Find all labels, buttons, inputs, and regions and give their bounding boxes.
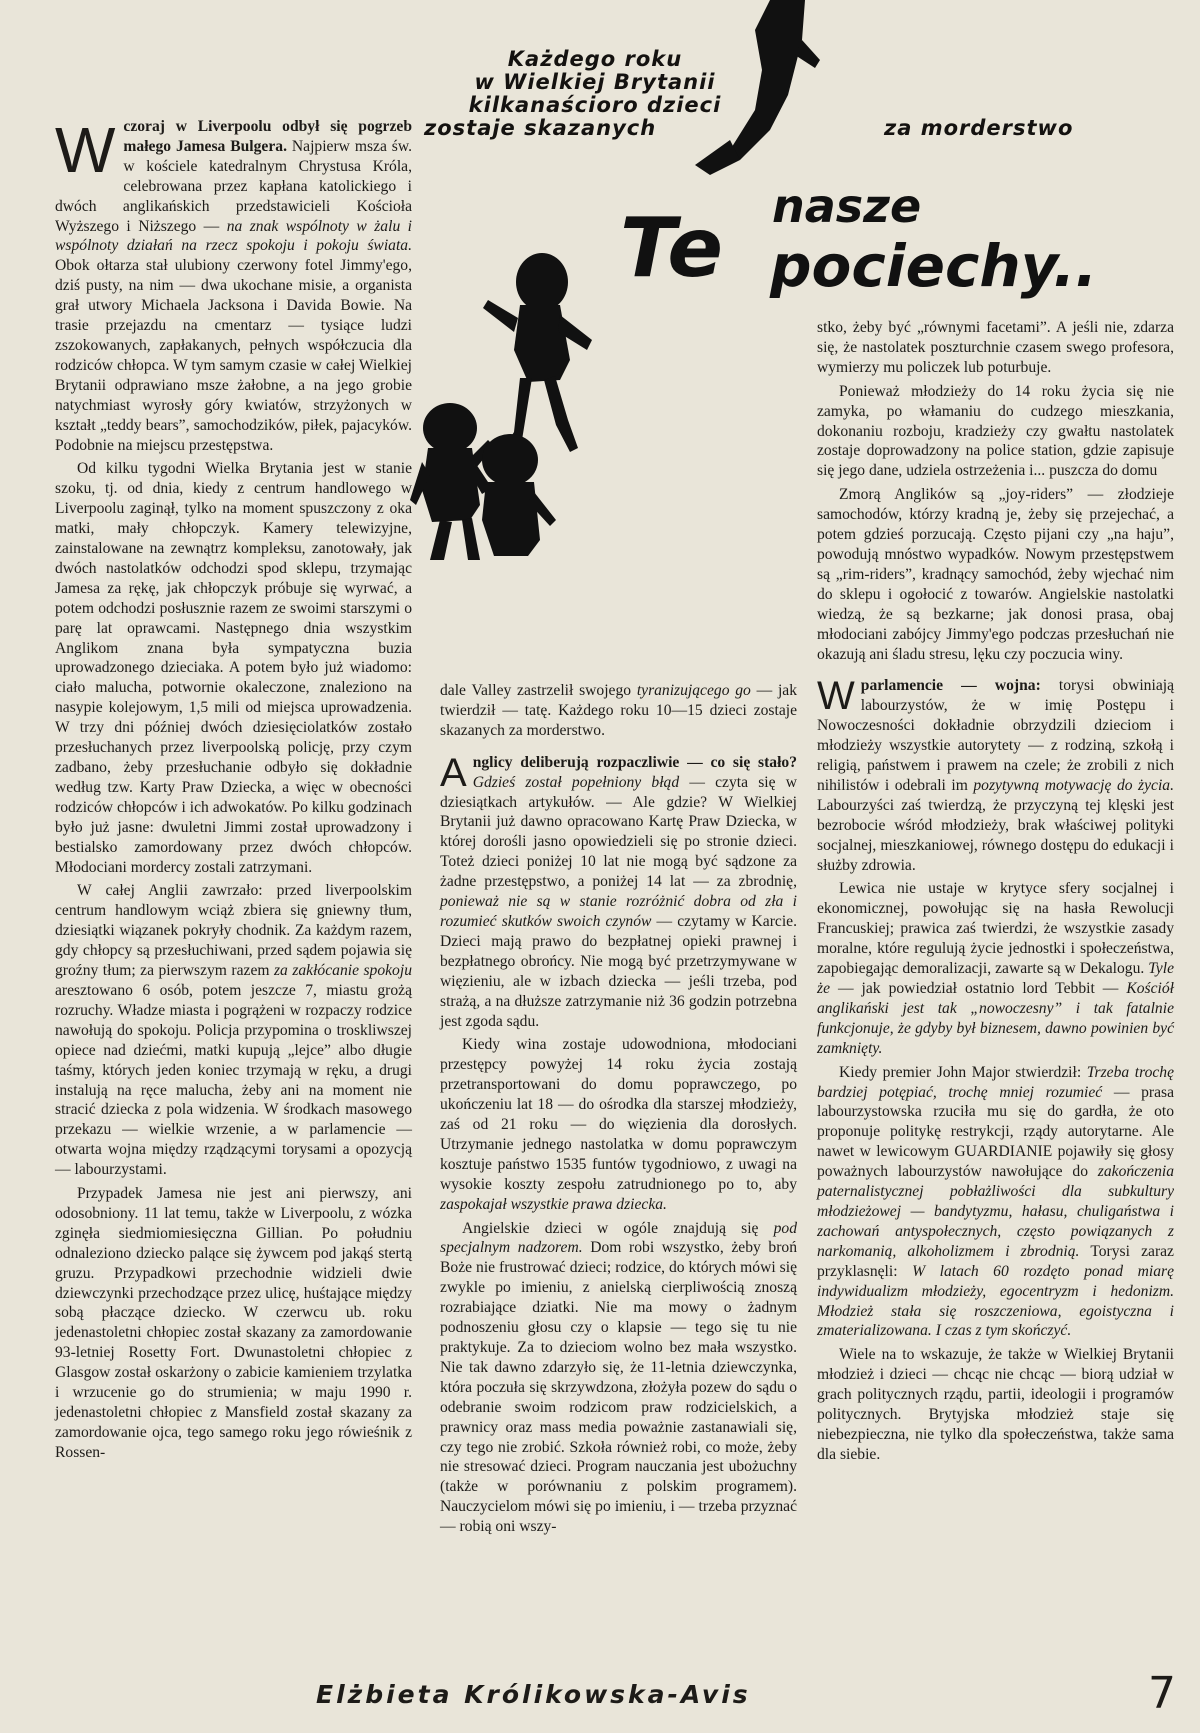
col2-paragraph-4: Angielskie dzieci w ogóle znajdują się pod specjalnym nadzorem. Dom robi wszystko, żeby broń Boże nie frustrować dzieci; rodzice, do których mówi się zwykle po imieniu, z anielską cierpliwością znoszą rozrabiające dziatki. Nie ma mowy o żadnym podnoszeniu głosu czy o klapsie — tego się tu nie praktykuje. Za to dzieciom wolno bez mała wszystko. Nie tak dawno zdarzyło się, że 11-letnia dziewczynka, która poczuła się skrzywdzona, złożyła pozew do sądu o odebranie swoim rodzicom praw rodzicielskich, a prawnicy oraz mass media poważnie zastanawiali się, czy tego nie zrobić. Szkoła również robi, co może, żeby nie stresować dzieci. Program nauczania jest ubożuchny (także w porównaniu z polskim programem). Nauczycielom mówi się po imieniu, i — trzeba przyznać — robią oni wszy- <box>440 1219 798 1536</box>
col2-paragraph-3: Kiedy wina zostaje udowodniona, młodociani przestępcy powyżej 14 roku życia zostają przetransportowani do domu poprawczego, po ukończeniu lat 18 — do ośrodka dla starszej młodzieży, zaś od 21 roku — do więzienia dla dorosłych. Utrzymanie jednego nastolatka w domu poprawczym kosztuje państwo 1535 funtów tygodniowo, z uwagi na wysokie koszty zespołu zatrudnionego po to, aby zaspokajał wszystkie prawa dziecka. <box>440 1036 797 1213</box>
title-word-pociechy: pociechy.. <box>770 232 1098 300</box>
running-figure-middle <box>483 253 592 455</box>
column-3 <box>817 318 1174 1465</box>
dropcap-w: W <box>55 114 116 186</box>
kicker-line-1: Każdego roku <box>507 47 683 71</box>
kicker-line-2: w Wielkiej Brytanii <box>474 70 716 94</box>
kicker-line-3: kilkanaścioro dzieci <box>468 93 722 117</box>
col1-paragraph-2: Od kilku tygodni Wielka Brytania jest w stanie szoku, tj. od dnia, kiedy z centrum handlowego w Liverpoolu zaginął, tylko na moment spuszczony z oka matki, mały chłopczyk. Kamery telewizyjne, zainstalowane na zewnątrz kompleksu, zanotowały, jak dwóch nastolatków odchodzi spod sklepu, trzymając Jamesa za rękę, jak chłopczyk próbuje się wyrwać, a potem odchodzi posłusznie razem ze swoimi starszymi o parę lat oprawcami. Następnego dnia wszystkim Anglikom znana była sympatyczna buzia uprowadzonego dzieciaka. A potem było już wiadomo: ciało malucha, potwornie okaleczone, znaleziono na nasypie kolejowym, 1,5 mili od miejsca uprowadzenia. W trzy dni później dwóch dziesięciolatków zostało przesłuchanych przez liverpoolską policję, przy czym zadbano, żeby przesłuchanie odbyło się dokładnie według tzw. Karty Praw Dziecka, a więc w obecności rodziców chłopców i ich adwokatów. Po kilku godzinach było już jasne: dwuletni Jimmi został uprowadzony i bestialsko zamordowany przez dwóch chłopców. Młodociani mordercy zostali zatrzymani. <box>55 460 412 876</box>
col1-paragraph-4: Przypadek Jamesa nie jest ani pierwszy, ani odosobniony. 11 lat temu, także w Liverpoolu, z wózka zginęła siedmiomiesięczna Gillian. Po południu odnaleziono dziecko palące się żywcem pod jakąś stertą gruzu. Przypadkowi przechodnie widzieli dwie dziewczynki przechodzące przez ulicę, huśtające między sobą płaczące dziecko. W czerwcu ub. roku jedenastoletni chłopiec został skazany za zamordowanie 93-letniej Rosetty Fort. Dwunastoletni chłopiec z Glasgow został oskarżony o zabicie kamieniem trzylatka i wrzucenie go do strumienia; w maju 1990 r. jedenastoletni chłopiec z Mansfield został skazany za zamordowanie ojca, tego samego roku jego rówieśnik z Rossen- <box>55 1185 412 1461</box>
col3-paragraph-5: Lewica nie ustaje w krytyce sfery socjalnej i ekonomicznej, powołując się na hasła Rewolucji Francuskiej; prawica zaś twierdzi, że wszystkie zasady moralne, które regulują życie jednostki i społeczeństwa, zapobiegając demoralizacji, zawarte są w Dekalogu. Tyle że — jak powiedział ostatnio lord Tebbit — Kościół anglikański jest tak „nowoczesny” i tak fatalnie funkcjonuje, że gdyby był biznesem, dawno powinien być zamknięty. <box>817 880 1174 1057</box>
col1-paragraph-3: W całej Anglii zawrzało: przed liverpoolskim centrum handlowym wciąż zbiera się gniewny tłum, dziesiątki wiązanek pokryły chodnik. Za każdym razem, gdy chłopcy są przesłuchiwani, przed sądem pojawia się groźny tłum; za pierwszym razem za zakłócanie spokoju aresztowano 6 osób, potem jeszcze 7, miastu grożą rozruchy. Władze miasta i pogrążeni w rozpaczy rodzice nawołują do spokoju. Policja przypomina o troskliwszej opiece nad dziećmi, matki kupują „lejce” albo długie taśmy, których jeden koniec trzymają w ręku, a drugi instalują na ręce malucha, żeby ani na moment nie stracić dziecka z pola widzenia. W środkach masowego przekazu — wielkie wrzenie, a w parlamencie — otwarta wojna między rządzącymi torysami a opozycją — labourzystami. <box>55 882 412 1179</box>
col2-paragraph-2: Anglicy deliberują rozpaczliwie — co się stało? Gdzieś został popełniony błąd — czyta się w dziesiątkach artykułów. — Ale gdzie? W Wielkiej Brytanii już dawno opracowano Kartę Praw Dziecka, w której dorośli jasno opowiedzieli się po stronie dzieci. Toteż dzieci poniżej 10 lat nie mogą być sądzone za żadne przestępstwo, a poniżej 14 lat — za zbrodnię, ponieważ nie są w stanie rozróżnić dobra od zła i rozumieć skutków swoich czynów — czytamy w Karcie. Dzieci mają prawo do bezpłatnej opieki prawnej i bezpłatnego obrońcy. Nie mogą być przetrzymywane w więzieniu, ale w izbach dziecka — jeśli trzeba, pod strażą, a na dłuższe zatrzymanie niż 36 godzin potrzebna jest zgoda sądu. <box>440 750 797 1030</box>
author-byline: Elżbieta Królikowska-Avis <box>316 1680 751 1709</box>
col3-paragraph-7: Wiele na to wskazuje, że także w Wielkiej Brytanii młodzież i dzieci — chcąc nie chcąc — biorą udział w grach politycznych rządu, partii, ideologii i programów politycznych. Brytyjska młodzież staje się niebezpieczna, nie tylko dla społeczeństwa, także sama dla siebie. <box>817 1346 1174 1463</box>
col3-paragraph-1: stko, żeby być „równymi facetami”. A jeśli nie, zdarza się, że nastolatek poszturchnie czasem swego profesora, wymierzy mu policzek lub poturbuje. <box>817 319 1174 376</box>
kicker-line-4: zostaje skazanych <box>424 116 657 140</box>
kicker-line-5: za morderstwo <box>884 116 1074 140</box>
col1-lead: czoraj w Liverpoolu odbył się pogrzeb małego Jamesa Bulgera. <box>123 118 412 155</box>
col2-paragraph-1: dale Valley zastrzelił swojego tyranizującego go — jak twierdził — tatę. Każdego roku 10—15 dzieci zostaje skazanych za morderstwo. <box>440 682 797 739</box>
dropcap-w-small: W <box>817 674 855 719</box>
col3-paragraph-4: Wparlamencie — wojna: torysi obwiniają labourzystów, że w imię Postępu i Nowoczesności dokładnie obrzydzili dzieciom i młodzieży wszystkie autorytety — z rodziną, szkołą i religią, państwem i prawem na czele; że zrobili z nich nihilistów i odebrali im pozytywną motywację do życia. Labourzyści zaś twierdzą, że przyczyną tej klęski jest bezrobocie wśród młodzieży, brak właściwej polityki socjalnej, mieszkaniowej, równego dostępu do edukacji i służby zdrowia. <box>817 674 1174 874</box>
col3-paragraph-6: Kiedy premier John Major stwierdził: Trzeba trochę bardziej potępiać, trochę mniej rozumieć — prasa labourzystowska rzuciła mu się do gardła, że oto proponuje politykę restrykcji, rządy autorytarne. Ale nawet w lewicowym GUARDIANIE pojawiły się głosy poważnych labourzystów nawołujące do zakończenia paternalistycznej pobłażliwości dla subkultury młodzieżowej — bandytyzmu, hałasu, chuligaństwa i zachowań antyspołecznych, często powiązanych z narkomanią, alkoholizmem i zbrodnią. Torysi zaraz przyklasnęli: W latach 60 rozdęto ponad miarę indywidualizm młodzieży, egocentryzm i hedonizm. Młodzież stała się roszczeniowa, egoistyczna i zmaterializowana. I czas z tym skończyć. <box>817 1063 1175 1340</box>
col3-paragraph-2: Ponieważ młodzieży do 14 roku życia się nie zamyka, po włamaniu do cudzego mieszkania, dokonaniu rozboju, kradzieży czy gwałtu nastolatek zostaje doprowadzony na police station, gdzie zapisuje się jego dane, udziela ostrzeżenia i... puszcza do domu <box>817 382 1174 480</box>
dropcap-a: A <box>440 750 467 795</box>
kicker-headline <box>424 47 760 140</box>
title-word-te: Te <box>620 201 725 296</box>
title-word-nasze: nasze <box>772 179 922 233</box>
col1-paragraph-1: Wczoraj w Liverpoolu odbył się pogrzeb małego Jamesa Bulgera. Najpierw msza św. w kościele katedralnym Chrystusa Króla, celebrowana przez kapłana katolickiego i dwóch anglikańskich przedstawicieli Kościoła Wyższego i Niższego — na znak wspólnoty w żalu i wspólnoty działań na rzecz spokoju i pokoju świata. Obok ołtarza stał ulubiony czerwony fotel Jimmy'ego, dziś pusty, na nim — dwa ukochane misie, a organista grał utwory Michaela Jacksona i Davida Bowie. Na trasie przejazdu na cmentarz — tysiące ludzi zszokowanych, zapłakanych, pełnych współczucia dla rodziców chłopca. W tym samym czasie w całej Wielkiej Brytanii odprawiano msze żałobne, a na jego grobie natychmiast wyrosły góry kwiatów, strzyżonych w kształt „teddy bears”, samochodzików, piłek, pajacyków. Podobnie na miejscu przestępstwa. <box>55 114 413 454</box>
column-2 <box>440 681 797 1537</box>
column-1 <box>55 114 413 1463</box>
col3-paragraph-3: Zmorą Anglików są „joy-riders” — złodzieje samochodów, którzy kradną je, żeby się przejechać, a potem gdzieś porzucają. Często pijani czy „na haju”, powodują mnóstwo wypadków. Nowym przestępstwem są „rim-riders”, kradnący samochód, żeby wjechać nim do sklepu i ogołocić z towarów. Angielskie nastolatki wiedzą, że są bezkarne; jak donosi prasa, obaj młodociani zabójcy Jimmy'ego podczas przesłuchań nie okazują ani śladu stresu, lęku czy poczucia winy. <box>817 486 1174 663</box>
page-number: 7 <box>1148 1668 1176 1719</box>
